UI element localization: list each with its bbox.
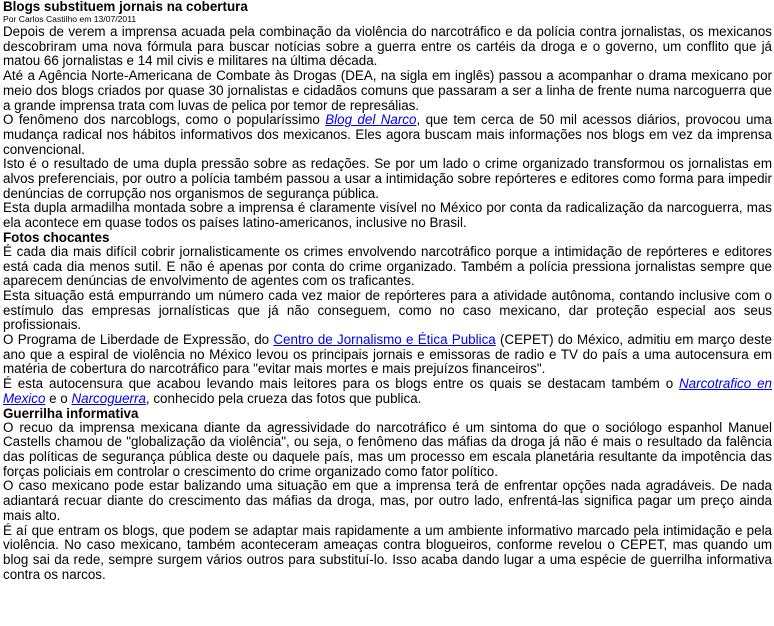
paragraph-1: Depois de verem a imprensa acuada pela combinação da violência do narcotráfico e da polícia contra jornalistas, os mexicanos descobriram uma nova fórmula para buscar notícias sobre a guerra entre os cartéis da droga e o governo, um conflito que já matou 66 jornalistas e 14 mil civis e militares na última década. [3, 24, 772, 69]
narcoguerra-link[interactable]: Narcoguerra [71, 390, 146, 406]
article-byline: Por Carlos Castilho em 13/07/2011 [3, 14, 137, 24]
paragraph-2: Até a Agência Norte-Americana de Combate às Drogas (DEA, na sigla em inglês) passou a acompanhar o drama mexicano por meio dos blogs criados por quase 30 jornalistas e cidadãos comuns que passaram a ser a linha de frente numa narcoguerra que a grande imprensa trata com luvas de pelica por temor de represálias. [3, 68, 772, 113]
paragraph-9-text-a: É esta autocensura que acabou levando mais leitores para os blogs entre os quais se destacam também o [3, 376, 680, 392]
paragraph-4: Isto é o resultado de uma dupla pressão sobre as redações. Se por um lado o crime organizado transformou os jornalistas em alvos preferenciais, por outro a polícia também passou a usar a intimidação sobre repórteres e editores como forma para impedir denúncias de corrupção nos organismos de segurança pública. [3, 156, 772, 201]
paragraph-3-text-b: , que tem cerca de 50 mil acessos diários, provocou uma mudança radical nos hábitos informativos dos mexicanos. Eles agora buscam mais informações nos blogs em vez da imprensa convencional. [3, 112, 772, 157]
article-title: Blogs substituem jornais na cobertura [3, 0, 248, 14]
paragraph-3 [3, 113, 772, 157]
paragraph-3-text-a: O fenômeno dos narcoblogs, como o popularíssimo [3, 112, 326, 128]
cepet-link[interactable]: Centro de Jornalismo e Ética Publica [273, 332, 496, 348]
paragraph-11: O caso mexicano pode estar balizando uma situação em que a imprensa terá de enfrentar opções nada agradáveis. De nada adiantará recuar diante do crescimento das máfias da droga, mas, por outro lado, enfrentá-las significa pagar um preço ainda mais alto. [3, 478, 772, 523]
paragraph-9-text-c: , conhecido pela crueza das fotos que publica. [145, 390, 422, 406]
paragraph-8-text-a: O Programa de Liberdade de Expressão, do [3, 332, 274, 348]
paragraph-12: É aí que entram os blogs, que podem se adaptar mais rapidamente a um ambiente informativo marcado pela intimidação e pela violência. No caso mexicano, também aconteceram ameaças contra blogueiros, conforme revelou o CEPET, mas quando um blog sai da rede, sempre surgem vários outros para substituí-lo. Isso acaba dando lugar a uma espécie de guerrilha informativa contra os narcos. [3, 522, 772, 582]
paragraph-6: É cada dia mais difícil cobrir jornalisticamente os crimes envolvendo narcotráfico porque a intimidação de repórteres e editores está cada dia menos sutil. E não é apenas por conta do crime organizado. Também a polícia pressiona jornalistas sempre que aparecem denúncias de envolvimento de agentes com os traficantes. [3, 243, 772, 289]
section-heading-fotos-chocantes: Fotos chocantes [3, 229, 110, 245]
paragraph-9-text-b: e o [45, 390, 72, 406]
paragraph-8 [3, 333, 772, 377]
narcotrafico-en-mexico-link[interactable]: Narcotrafico en Mexico [3, 376, 772, 406]
paragraph-7: Esta situação está empurrando um número cada vez maior de repórteres para a atividade autônoma, contando inclusive com o estímulo das empresas jornalísticas que já não conseguem, como no caso mexicano, dar proteção especial aos seus profissionais. [3, 287, 772, 333]
section-heading-guerrilha-informativa: Guerrilha informativa [3, 405, 139, 421]
blog-del-narco-link[interactable]: Blog del Narco [325, 112, 417, 128]
paragraph-10: O recuo da imprensa mexicana diante da agressividade do narcotráfico é um sintoma do que o sociólogo espanhol Manuel Castells chamou de "globalização da violência", ou seja, o fenômeno das máfias da droga já não é mais o resultado da falência das políticas de segurança pública deste ou daquele país, mas um processo em escala planetária resultante da impotência das forças policiais em controlar o crescimento do crime organizado como fator político. [3, 419, 772, 479]
paragraph-5: Esta dupla armadilha montada sobre a imprensa é claramente visível no México por conta da radicalização da narcoguerra, mas ela acontece em quase todos os países latino-americanos, inclusive no Brasil. [3, 200, 772, 231]
paragraph-8-text-b: (CEPET) do México, admitiu em março deste ano que a espiral de violência no México levou os principais jornais e emissoras de radio e TV do país a uma autocensura em matéria de cobertura do narcotráfico para "evitar mais mortes e mais prejuízos financeiros". [3, 332, 772, 377]
paragraph-9 [3, 377, 772, 406]
